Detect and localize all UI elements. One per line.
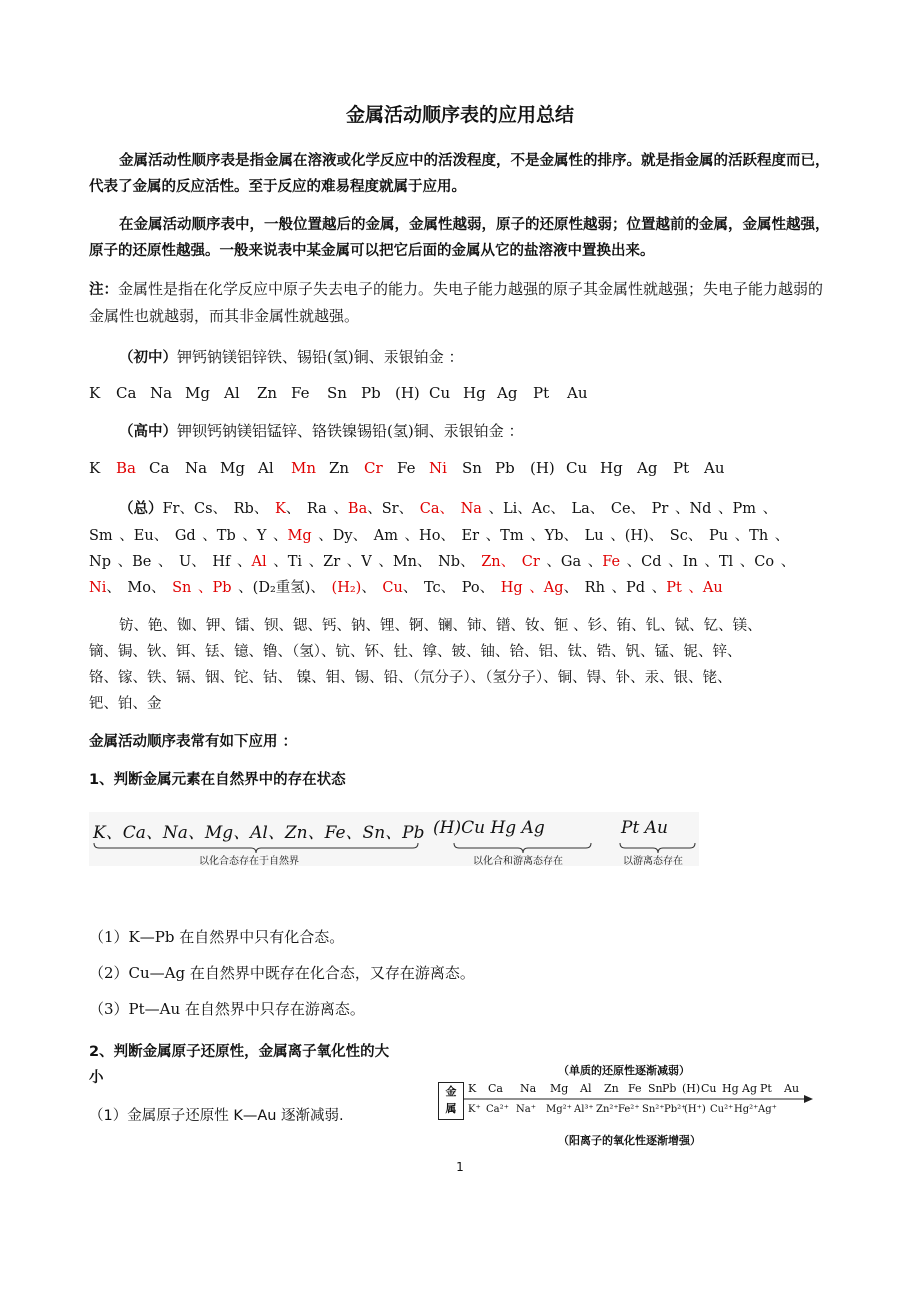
senior-symbol: Zn xyxy=(329,459,350,477)
note-paragraph xyxy=(89,276,831,329)
total-line-3 xyxy=(89,550,795,571)
total-segment: 、 xyxy=(361,580,383,596)
senior-symbol: (H) xyxy=(530,459,555,477)
existence-state-diagram xyxy=(89,812,699,866)
diagram-metal-symbol: Sn xyxy=(648,1082,663,1095)
junior-symbol: Au xyxy=(567,384,588,402)
total-segment: 、(D₂重氢)、 xyxy=(231,580,332,596)
total-segment: 、Ti 、Zr 、V 、Mn、 Nb、 xyxy=(266,554,482,570)
junior-symbol: (H) xyxy=(395,384,420,402)
cn-line-3: 铬、镓、铁、镉、铟、铊、钴、 镍、钼、锡、铅、（氘分子）、（氢分子）、铜、锝、钋、汞、银、铑、 xyxy=(89,670,732,686)
group-free-caption: 以游离态存在 xyxy=(623,856,683,867)
senior-symbol: Fe xyxy=(397,459,416,477)
senior-symbol: Ca xyxy=(149,459,170,477)
bottom-caption: （阳离子的氧化性逐渐增强） xyxy=(558,1134,701,1147)
total-segment: K xyxy=(274,501,286,517)
diagram-metal-symbol: Hg xyxy=(722,1082,739,1095)
junior-symbol: Pb xyxy=(361,384,381,402)
total-segment: 、Li、Ac、 La、 Ce、 Pr 、Nd 、Pm 、 xyxy=(481,501,778,517)
total-segment: Fr、Cs、 Rb、 xyxy=(162,501,275,517)
total-segment: Cu xyxy=(382,580,403,596)
cn-line-2: 镝、锔、钬、铒、铥、镱、镥、（氢）、钪、钚、钍、镎、铍、铀、铪、铝、钛、锆、钒、锰、铌、锌、 xyxy=(89,644,742,660)
senior-symbol: Cr xyxy=(364,459,383,477)
senior-symbol: Pb xyxy=(495,459,515,477)
group-free-metals: Pt Au xyxy=(621,818,668,838)
junior-symbol: Fe xyxy=(291,384,310,402)
diagram-metal-symbol: Au xyxy=(784,1082,800,1095)
metal-box-label-2: 属 xyxy=(445,1102,457,1115)
reducibility-diagram xyxy=(438,1060,818,1152)
diagram-metal-symbol: K xyxy=(468,1082,477,1095)
group-compound-caption: 以化合态存在于自然界 xyxy=(199,856,299,867)
group-compound-metals: K、Ca、Na、Mg、Al、Zn、Fe、Sn、Pb xyxy=(93,823,425,843)
junior-symbol: Ag xyxy=(497,384,518,402)
junior-label: （初中） xyxy=(119,350,177,366)
senior-symbol: Mg xyxy=(220,459,245,477)
senior-line xyxy=(119,420,523,441)
total-segment: Np 、Be 、 U、 Hf 、 xyxy=(89,554,252,570)
diagram-ion-symbol: Sn²⁺ xyxy=(642,1104,665,1115)
senior-symbol: Al xyxy=(258,459,274,477)
total-segment: (H₂) xyxy=(331,580,362,596)
total-segment: 、Ga 、 xyxy=(539,554,603,570)
junior-symbol: Zn xyxy=(257,384,278,402)
section-2-heading-line-2: 小 xyxy=(89,1070,104,1086)
page-title: 金属活动顺序表的应用总结 xyxy=(345,104,574,126)
junior-line xyxy=(119,346,463,367)
group-mixed-caption: 以化合和游离态存在 xyxy=(473,856,563,867)
senior-text: 钾钡钙钠镁铝锰锌、铬铁镍锡铅(氢)铜、汞银铂金 ： xyxy=(177,422,524,440)
junior-symbol: Cu xyxy=(429,384,451,402)
senior-symbol: Ni xyxy=(429,459,447,477)
total-segment: 、Sr、 xyxy=(367,501,420,517)
diagram-ion-symbol: Pb²⁺ xyxy=(664,1104,687,1115)
group-mixed-metals: (H)Cu Hg Ag xyxy=(433,818,545,838)
senior-symbol: Ag xyxy=(637,459,658,477)
senior-symbol: K xyxy=(89,459,101,477)
total-segment: Fe xyxy=(602,554,621,570)
diagram-metal-symbol: Pb xyxy=(662,1082,677,1095)
junior-symbol: Ca xyxy=(116,384,137,402)
diagram-ion-symbol: (H⁺) xyxy=(684,1104,706,1115)
total-line-2 xyxy=(89,524,789,545)
total-line-1 xyxy=(119,497,777,518)
section-1-heading: 1、判断金属元素在自然界中的存在状态 xyxy=(89,772,346,788)
total-segment: 、 Mo、 xyxy=(106,580,173,596)
section-2-item-1: （1）金属原子还原性 K—Au 逐渐减弱. xyxy=(89,1108,344,1124)
diagram-ion-symbol: Ag⁺ xyxy=(758,1104,777,1115)
diagram-metal-symbol: Pt xyxy=(760,1082,772,1095)
diagram-ion-symbol: Cu²⁺ xyxy=(710,1104,734,1115)
total-segment: 、Dy、 Am 、Ho、 Er 、Tm 、Yb、 Lu 、(H)、 Sc、 Pu 、Th 、 xyxy=(311,528,790,544)
metal-box-label-1: 金 xyxy=(445,1085,457,1098)
diagram-metal-symbol: Zn xyxy=(604,1082,619,1095)
junior-symbol: Sn xyxy=(327,384,347,402)
applications-heading: 金属活动顺序表常有如下应用 ： xyxy=(89,734,298,750)
total-segment: Ba xyxy=(347,501,368,517)
diagram-metal-symbol: Mg xyxy=(550,1082,569,1095)
junior-symbol: Hg xyxy=(463,384,486,402)
section-1-item-1: （1）K—Pb 在自然界中只有化合态。 xyxy=(89,928,345,946)
diagram-ion-symbol: Na⁺ xyxy=(516,1104,536,1115)
diagram-ion-symbol: Ca²⁺ xyxy=(486,1104,509,1115)
total-segment: Sn 、Pb xyxy=(172,580,232,596)
senior-symbol: Na xyxy=(185,459,208,477)
metal-box xyxy=(438,1082,464,1120)
junior-symbol: Mg xyxy=(185,384,210,402)
diagram-metal-symbol: Ag xyxy=(742,1082,757,1095)
diagram-ion-symbol: Fe²⁺ xyxy=(618,1104,640,1115)
page-number: 1 xyxy=(456,1160,464,1174)
diagram-ion-symbol: Al³⁺ xyxy=(574,1104,594,1115)
total-segment: Zn、 Cr xyxy=(481,554,540,570)
diagram-metal-symbol: Al xyxy=(580,1082,592,1095)
diagram-metal-symbol: Ca xyxy=(488,1082,503,1095)
total-label: （总） xyxy=(119,501,163,517)
senior-symbol: Hg xyxy=(600,459,623,477)
section-1-item-3: （3）Pt—Au 在自然界中只存在游离态。 xyxy=(89,1000,365,1018)
total-segment: Ni xyxy=(89,580,107,596)
ion-symbols xyxy=(468,1104,808,1118)
cn-line-1: 钫、铯、铷、钾、镭、钡、锶、钙、钠、锂、锕、镧、铈、镨、钕、钷 、钐、铕、钆、铽、钇、镁、 xyxy=(119,618,762,634)
junior-symbol: Al xyxy=(224,384,240,402)
metal-symbols xyxy=(468,1082,808,1096)
diagram-ion-symbol: K⁺ xyxy=(468,1104,481,1115)
senior-symbol: Ba xyxy=(116,459,136,477)
diagram-metal-symbol: Cu xyxy=(701,1082,717,1095)
total-line-4 xyxy=(89,576,723,597)
section-1-item-2: （2）Cu—Ag 在自然界中既存在化合态，又存在游离态。 xyxy=(89,964,475,982)
intro-paragraph-2: 在金属活动顺序表中，一般位置越后的金属，金属性越弱，原子的还原性越弱；位置越前的金属，金属性越强，原子的还原性越强。一般来说表中某金属可以把它后面的金属从它的盐溶液中置换出来。 xyxy=(89,217,830,259)
senior-label: （高中） xyxy=(119,424,177,440)
total-line-content xyxy=(163,501,778,517)
cn-line-4: 钯、铂、金 xyxy=(89,696,162,712)
total-segment: 、 Rh 、Pd 、 xyxy=(563,580,667,596)
total-segment: Sm 、Eu、 Gd 、Tb 、Y 、 xyxy=(89,528,288,544)
total-segment: Pt 、Au xyxy=(666,580,723,596)
total-segment: Mg xyxy=(287,528,312,544)
diagram-ion-symbol: Hg²⁺ xyxy=(734,1104,759,1115)
note-text: 金属性是指在化学反应中原子失去电子的能力。失电子能力越强的原子其金属性就越强；失电子能力越弱的金属性也就越弱，而其非金属性就越强。 xyxy=(89,280,824,325)
senior-symbol: Au xyxy=(704,459,725,477)
note-label: 注： xyxy=(89,282,118,298)
diagram-ion-symbol: Mg²⁺ xyxy=(546,1104,572,1115)
total-segment: 、Cd 、In 、Tl 、Co 、 xyxy=(620,554,796,570)
total-segment: 、 Ra 、 xyxy=(285,501,348,517)
senior-symbol: Mn xyxy=(291,459,317,477)
junior-symbol: Na xyxy=(150,384,173,402)
senior-symbol: Sn xyxy=(462,459,482,477)
top-caption: （单质的还原性逐渐减弱） xyxy=(558,1064,690,1077)
diagram-metal-symbol: (H) xyxy=(682,1082,701,1095)
senior-symbol: Cu xyxy=(566,459,588,477)
section-2-heading-line-1: 2、判断金属原子还原性，金属离子氧化性的大 xyxy=(89,1044,390,1060)
total-segment: Hg 、Ag xyxy=(500,580,564,596)
total-segment: 、 Tc、 Po、 xyxy=(402,580,501,596)
total-segment: Ca、 Na xyxy=(419,501,482,517)
intro-paragraph-1: 金属活动性顺序表是指金属在溶液或化学反应中的活泼程度，不是金属性的排序。就是指金属的活跃程度而已，代表了金属的反应活性。至于反应的难易程度就属于应用。 xyxy=(89,153,830,195)
junior-text: 钾钙钠镁铝锌铁、锡铅(氢)铜、汞银铂金 ： xyxy=(177,348,464,366)
junior-symbol: Pt xyxy=(533,384,550,402)
diagram-metal-symbol: Na xyxy=(520,1082,537,1095)
diagram-metal-symbol: Fe xyxy=(628,1082,642,1095)
diagram-ion-symbol: Zn²⁺ xyxy=(596,1104,619,1115)
junior-symbol: K xyxy=(89,384,101,402)
senior-symbol: Pt xyxy=(673,459,690,477)
total-segment: Al xyxy=(251,554,267,570)
